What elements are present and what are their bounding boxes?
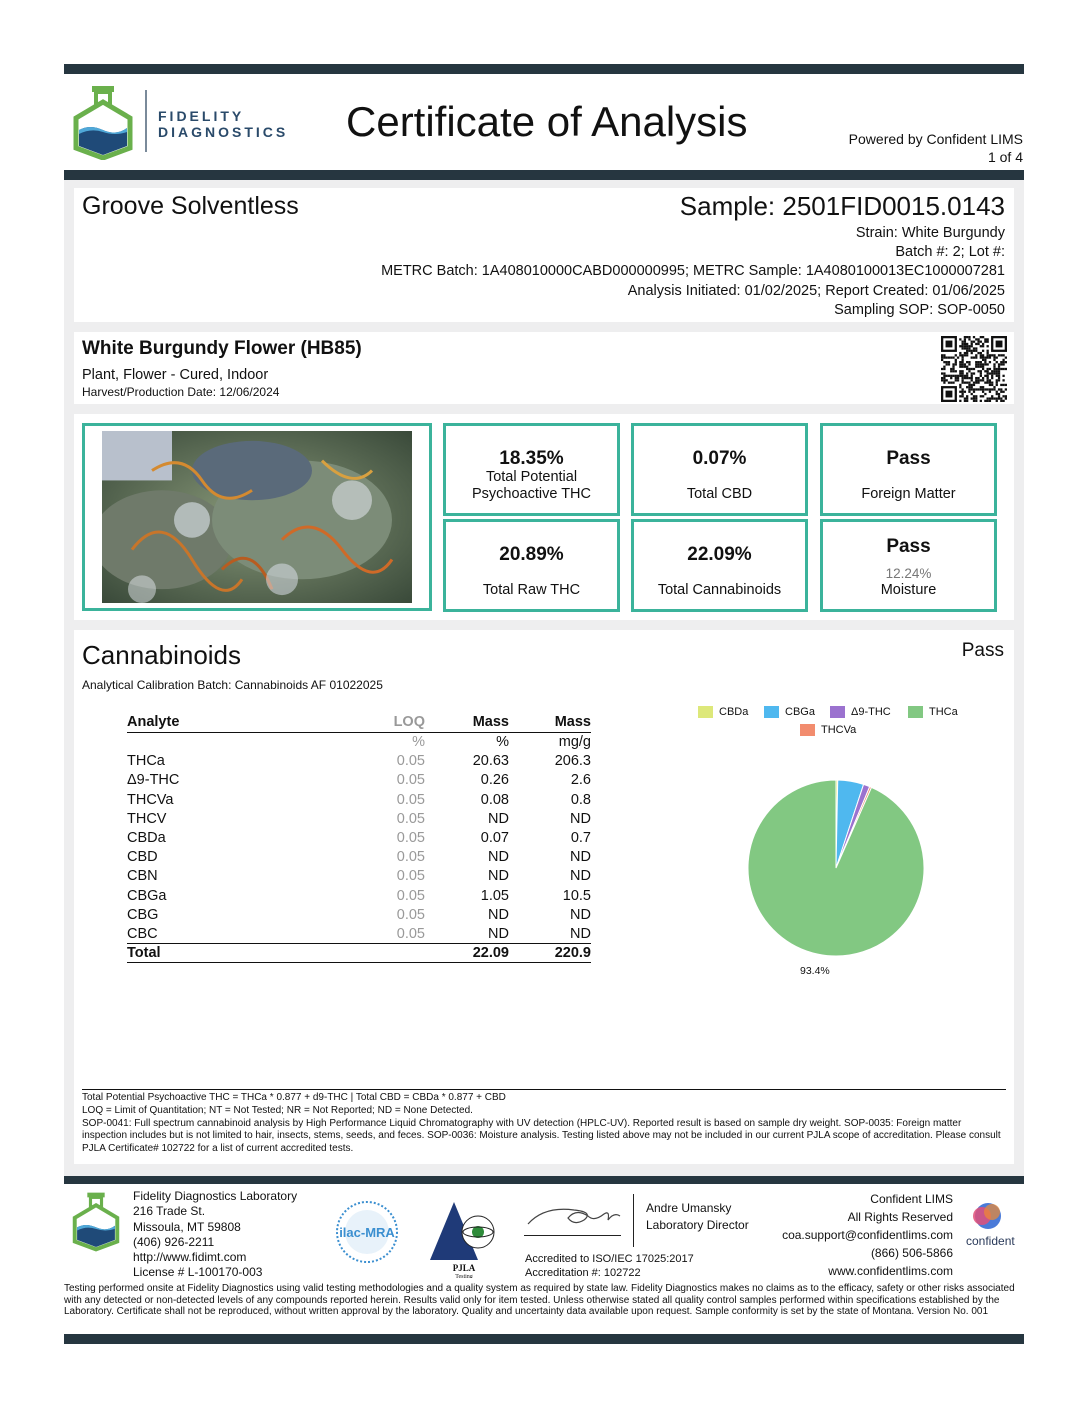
accreditation-standard: Accredited to ISO/IEC 17025:2017 <box>525 1253 694 1265</box>
stat-label: Moisture <box>880 582 937 598</box>
lab-phone: (406) 926-2211 <box>133 1234 215 1249</box>
strain: Strain: White Burgundy <box>855 225 1005 241</box>
mass-mg-cell: 2.6 <box>570 772 591 789</box>
stat-total-cannabinoids <box>631 519 808 612</box>
analyte-cell: CBC <box>127 925 158 942</box>
loq-cell: 0.05 <box>396 830 425 847</box>
table-row <box>127 771 591 790</box>
table-row <box>127 924 591 943</box>
table-header-row <box>127 712 591 733</box>
legend-swatch <box>830 706 845 718</box>
unit-cell: % <box>412 734 425 751</box>
loq-cell: 0.05 <box>396 906 425 923</box>
analyte-cell: CBD <box>127 849 158 866</box>
qr-code-icon[interactable] <box>941 336 1007 402</box>
loq-cell: 0.05 <box>396 849 425 866</box>
section-result: Pass <box>961 640 1004 661</box>
unit-cell: mg/g <box>558 734 591 751</box>
signature-line <box>524 1235 621 1236</box>
product-type: Plant, Flower - Cured, Indoor <box>82 367 269 383</box>
legend-label: THCa <box>929 706 958 718</box>
stat-value: Pass <box>886 536 931 557</box>
stat-label: Total CBD <box>686 486 753 502</box>
legend-label: THCVa <box>821 724 857 736</box>
table-row <box>127 752 591 771</box>
product-photo <box>102 431 412 603</box>
loq-cell: 0.05 <box>396 753 425 770</box>
mass-pct-cell: ND <box>488 925 509 942</box>
total-mass-mg: 220.9 <box>509 944 591 963</box>
unit-cell <box>127 733 337 752</box>
mass-mg-cell: 0.7 <box>570 830 591 847</box>
powered-by-block <box>849 130 1023 166</box>
mass-pct-cell: ND <box>488 810 509 827</box>
pjla-text: PJLA <box>452 1263 476 1273</box>
lims-phone: (866) 506-5866 <box>870 1246 953 1260</box>
legend-label: CBGa <box>785 706 815 718</box>
footer-logo-icon <box>70 1190 122 1252</box>
stat-value: 20.89% <box>499 544 564 565</box>
lims-rights: All Rights Reserved <box>847 1210 953 1224</box>
mass-pct-cell: 0.07 <box>480 830 509 847</box>
mass-mg-cell: ND <box>570 868 591 885</box>
stat-value: 22.09% <box>687 544 752 565</box>
analysis-dates: Analysis Initiated: 01/02/2025; Report Created: 01/06/2025 <box>627 282 1005 299</box>
stat-total-cbd <box>631 423 808 516</box>
legend-item <box>764 706 815 718</box>
legend-item <box>830 706 891 718</box>
sample-metadata <box>381 224 1005 320</box>
mass-mg-cell: ND <box>570 906 591 923</box>
loq-cell: 0.05 <box>396 791 425 808</box>
lab-address-1: 216 Trade St. <box>133 1204 206 1219</box>
stat-moisture <box>820 519 997 612</box>
powered-by: Powered by Confident LIMS <box>848 131 1023 147</box>
units-row <box>127 733 591 752</box>
mass-pct-cell: ND <box>488 849 509 866</box>
mass-mg-cell: 206.3 <box>554 753 591 770</box>
logo-wordmark <box>158 108 288 140</box>
total-mass-pct: 22.09 <box>425 944 509 963</box>
legend-swatch <box>800 724 815 736</box>
lab-info <box>133 1189 297 1281</box>
confident-logo-icon <box>964 1202 1010 1234</box>
product-photo-frame <box>82 423 432 611</box>
calibration-batch: Analytical Calibration Batch: Cannabinoids AF 01022025 <box>82 678 383 692</box>
disclaimer: Testing performed onsite at Fidelity Diagnostics using valid testing methodologies and a quality system as required by state law. Fidelity Diagnostics makes no claims as to the efficacy, safety or other risks associated with any detected or non-detected levels of any compounds reported herein. Results valid only for item tested. Unless otherwise stated all quality control samples performed within specifications established by the Laboratory. Certificate shall not be reproduced, without written approval by the laboratory. Quality and uncertainty data available upon request. Sample conformity is set by the state of Montana. Version No. 001 <box>64 1283 1015 1317</box>
table-row <box>127 867 591 886</box>
unit-cell: % <box>496 734 509 751</box>
legend-label: CBDa <box>719 706 749 718</box>
accreditation-number: Accreditation #: 102722 <box>525 1267 641 1279</box>
ilac-mra-logo-icon <box>328 1200 406 1264</box>
legend-swatch <box>764 706 779 718</box>
cannabinoids-table <box>127 712 591 963</box>
footnote-formula: Total Potential Psychoactive THC = THCa * 0.877 + d9-THC | Total CBD = CBDa * 0.877 + CBD <box>82 1092 506 1103</box>
mass-pct-cell: 1.05 <box>480 887 509 904</box>
col-analyte: Analyte <box>127 712 337 733</box>
total-loq <box>337 944 425 963</box>
total-label: Total <box>127 944 337 963</box>
loq-cell: 0.05 <box>396 925 425 942</box>
lab-address-2: Missoula, MT 59808 <box>133 1219 241 1234</box>
mass-pct-cell: 20.63 <box>472 753 509 770</box>
table-row <box>127 905 591 924</box>
section-title: Cannabinoids <box>82 640 242 670</box>
signer-title: Laboratory Director <box>646 1218 749 1232</box>
stat-value: Pass <box>886 448 931 469</box>
stat-total-thc <box>443 423 620 516</box>
logo-separator <box>145 90 147 152</box>
legend-item <box>800 724 856 736</box>
legend-item <box>908 706 958 718</box>
analyte-cell: CBG <box>127 906 159 923</box>
stat-label: Total Cannabinoids <box>657 582 782 598</box>
fidelity-logo-icon <box>70 84 136 160</box>
analyte-cell: CBGa <box>127 887 167 904</box>
document-title: Certificate of Analysis <box>346 98 748 145</box>
accreditation <box>525 1252 694 1280</box>
logo-line-1: FIDELITY <box>158 108 245 124</box>
legend-item <box>698 706 748 718</box>
mass-mg-cell: 10.5 <box>562 887 591 904</box>
product-name: White Burgundy Flower (HB85) <box>82 338 362 359</box>
lims-name: Confident LIMS <box>870 1192 953 1206</box>
table-row <box>127 809 591 828</box>
mass-pct-cell: 0.08 <box>480 791 509 808</box>
pjla-logo-icon <box>426 1198 502 1278</box>
cannabinoid-pie-chart <box>746 778 926 958</box>
stat-label: Total Potential Psychoactive THC <box>472 469 591 502</box>
total-row <box>127 944 591 963</box>
loq-cell: 0.05 <box>396 868 425 885</box>
mass-mg-cell: ND <box>570 925 591 942</box>
analyte-cell: THCa <box>127 753 165 770</box>
client-name: Groove Solventless <box>82 192 299 220</box>
harvest-date: Harvest/Production Date: 12/06/2024 <box>82 385 280 399</box>
footnote-methods: SOP-0041: Full spectrum cannabinoid analysis by High Performance Liquid Chromatography with UV detection (HPLC-UV). Reported result is based on sample dry weight. SOP-0035: Foreign matter inspection includes but is not limited to hair, insects, stems, seeds, and feces. SOP-0036: Moisture analysis. Testing listed above may not be included in our current PJLA scope of accreditation. Please consult PJLA Certificate# 102722 for a list of current accredited tests. <box>82 1117 1001 1155</box>
mass-pct-cell: ND <box>488 868 509 885</box>
stat-value: 18.35% <box>499 448 564 469</box>
loq-cell: 0.05 <box>396 887 425 904</box>
footer-top-bar <box>64 1176 1024 1184</box>
table-row <box>127 828 591 847</box>
lab-website[interactable]: http://www.fidimt.com <box>133 1250 247 1265</box>
lims-email[interactable]: coa.support@confidentlims.com <box>782 1228 953 1242</box>
logo-line-2: DIAGNOSTICS <box>158 124 289 140</box>
bottom-bar <box>64 1334 1024 1344</box>
mass-pct-cell: ND <box>488 906 509 923</box>
col-mass-mg: Mass <box>509 712 591 733</box>
loq-cell: 0.05 <box>396 810 425 827</box>
mass-mg-cell: ND <box>570 849 591 866</box>
page-number: 1 of 4 <box>987 149 1023 165</box>
stat-label: Total Raw THC <box>482 582 581 598</box>
pie-slice-thca <box>748 780 924 956</box>
signature-divider <box>633 1194 634 1247</box>
mass-pct-cell: 0.26 <box>480 772 509 789</box>
legend-swatch <box>698 706 713 718</box>
stat-total-raw-thc <box>443 519 620 612</box>
table-row <box>127 886 591 905</box>
lab-license: License # L-100170-003 <box>133 1265 263 1280</box>
analyte-cell: Δ9-THC <box>127 772 180 789</box>
footnote-abbreviations: LOQ = Limit of Quantitation; NT = Not Tested; NR = Not Reported; ND = None Detected. <box>82 1104 473 1116</box>
table-row <box>127 848 591 867</box>
footnote-rule <box>82 1089 1006 1090</box>
mass-mg-cell: 0.8 <box>570 791 591 808</box>
legend-label: Δ9-THC <box>851 706 891 718</box>
sample-id: Sample: 2501FID0015.0143 <box>679 191 1005 221</box>
analyte-cell: THCVa <box>127 791 174 808</box>
top-bar <box>64 64 1024 74</box>
mass-mg-cell: ND <box>570 810 591 827</box>
pjla-subtext: Testing <box>455 1274 473 1278</box>
legend-swatch <box>908 706 923 718</box>
stat-label: Foreign Matter <box>861 486 956 502</box>
signature-icon <box>524 1198 624 1232</box>
stat-value: 0.07% <box>692 448 747 469</box>
footnotes <box>82 1092 1006 1156</box>
analyte-cell: THCV <box>127 810 167 827</box>
analyte-cell: CBDa <box>127 830 166 847</box>
lims-info <box>782 1190 953 1280</box>
header-bottom-bar <box>64 170 1024 180</box>
col-loq: LOQ <box>337 712 425 733</box>
table-row <box>127 790 591 809</box>
signer-name: Andre Umansky <box>646 1201 732 1215</box>
col-mass-pct: Mass <box>425 712 509 733</box>
pie-data-label: 93.4% <box>800 965 830 977</box>
batch-lot: Batch #: 2; Lot #: <box>895 244 1005 261</box>
lims-website[interactable]: www.confidentlims.com <box>828 1264 953 1278</box>
stat-subvalue: 12.24% <box>885 566 932 581</box>
ilac-text: ilac-MRA <box>339 1225 395 1240</box>
stat-foreign-matter <box>820 423 997 516</box>
lab-name: Fidelity Diagnostics Laboratory <box>133 1189 298 1203</box>
analyte-cell: CBN <box>127 868 158 885</box>
metrc-info: METRC Batch: 1A408010000CABD000000995; METRC Sample: 1A4080100013EC1000007281 <box>381 263 1005 280</box>
loq-cell: 0.05 <box>396 772 425 789</box>
confident-wordmark: confident <box>966 1234 1015 1248</box>
sampling-sop: Sampling SOP: SOP-0050 <box>834 301 1005 318</box>
signer-block <box>646 1200 749 1234</box>
